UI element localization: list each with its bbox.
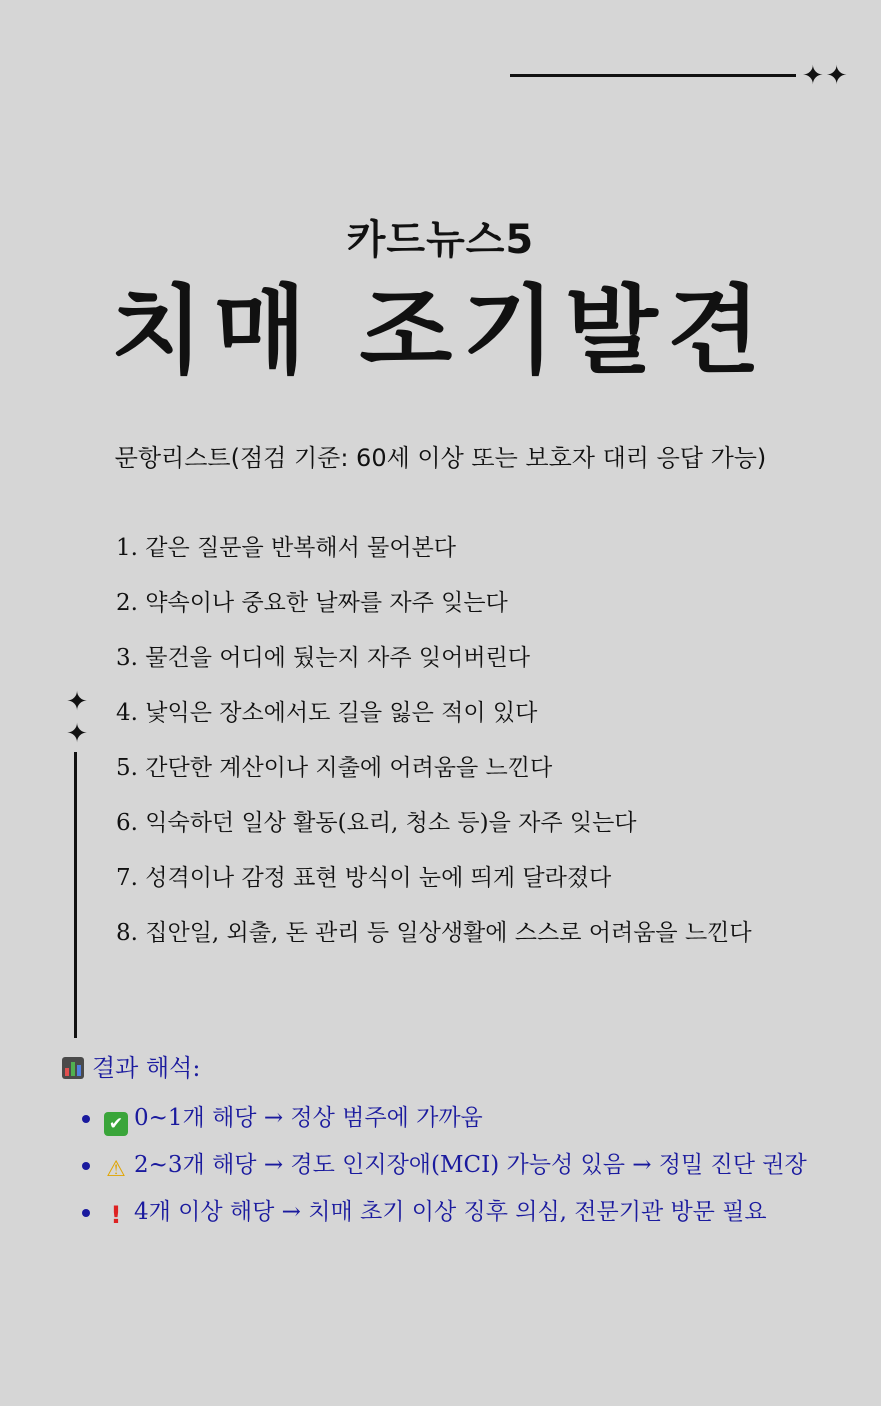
bullet-icon	[82, 1115, 90, 1123]
check-icon: ✔	[104, 1112, 128, 1136]
checklist	[116, 528, 752, 968]
bar-chart-icon	[62, 1057, 84, 1079]
exclamation-icon: !	[110, 1201, 122, 1229]
criteria-text: 문항리스트(점검 기준: 60세 이상 또는 보호자 대리 응답 가능)	[114, 444, 767, 472]
checklist-item: 4. 낯익은 장소에서도 길을 잃은 적이 있다	[116, 700, 538, 726]
top-divider-line	[510, 74, 796, 77]
result-item	[82, 1190, 807, 1237]
results-title: 결과 해석:	[92, 1054, 201, 1082]
result-text: 2~3개 해당 → 경도 인지장애(MCI) 가능성 있음 → 정밀 진단 권장	[134, 1152, 807, 1178]
warning-icon: ⚠	[106, 1157, 126, 1182]
checklist-item: 1. 같은 질문을 반복해서 물어본다	[116, 535, 457, 561]
results-heading	[62, 1050, 200, 1086]
sparkle-icon: ✦ ✦	[66, 687, 88, 749]
bullet-icon	[82, 1162, 90, 1170]
sparkle-icon: ✦✦	[802, 61, 850, 91]
checklist-item: 5. 간단한 계산이나 지출에 어려움을 느낀다	[116, 755, 553, 781]
result-item	[82, 1096, 807, 1143]
result-item	[82, 1143, 807, 1190]
result-text: 0~1개 해당 → 정상 범주에 가까움	[134, 1105, 483, 1131]
result-text: 4개 이상 해당 → 치매 초기 이상 징후 의심, 전문기관 방문 필요	[134, 1199, 767, 1225]
checklist-item: 7. 성격이나 감정 표현 방식이 눈에 띄게 달라졌다	[116, 865, 612, 891]
page-title: 치매 조기발견	[110, 275, 771, 387]
top-decoration	[510, 62, 870, 92]
checklist-item: 3. 물건을 어디에 뒀는지 자주 잊어버린다	[116, 645, 530, 671]
checklist-item: 6. 익숙하던 일상 활동(요리, 청소 등)을 자주 잊는다	[116, 810, 637, 836]
bullet-icon	[82, 1209, 90, 1217]
results-list	[82, 1096, 807, 1237]
checklist-item: 8. 집안일, 외출, 돈 관리 등 일상생활에 스스로 어려움을 느낀다	[116, 920, 752, 946]
side-divider-line	[74, 752, 77, 1038]
card-subtitle: 카드뉴스5	[346, 217, 535, 263]
checklist-item: 2. 약속이나 중요한 날짜를 자주 잊는다	[116, 590, 508, 616]
